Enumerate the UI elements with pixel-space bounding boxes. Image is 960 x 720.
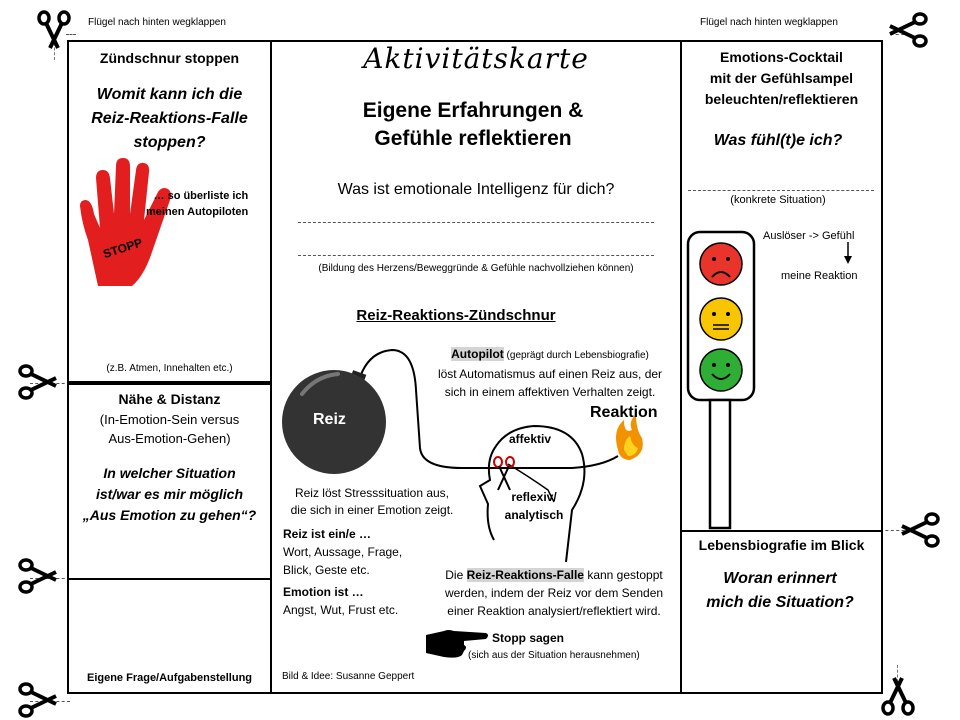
panel-question: Was fühl(t)e ich? xyxy=(713,132,843,149)
traffic-light-icon xyxy=(686,230,758,530)
autopilot-text: Autopilot (geprägt durch Lebensbiografie) löst Automatismus auf einen Reiz aus, der sich in einem affektiven Verhalten zeigt. xyxy=(437,347,663,399)
panel-example: (z.B. Atmen, Innehalten etc.) xyxy=(106,363,233,374)
panel-question: Womit kann ich die Reiz-Reaktions-Falle stoppen? xyxy=(91,86,248,151)
panel-title: Nähe & Distanz xyxy=(118,391,221,407)
trap-word: Reiz-Reaktions-Falle xyxy=(466,568,584,582)
panel-question: Woran erinnert mich die Situation? xyxy=(706,570,854,611)
arrow-down-icon xyxy=(843,242,853,266)
card-title: Aktivitätskarte xyxy=(363,42,589,75)
reaction-note: meine Reaktion xyxy=(781,270,858,282)
stop-hand-text: STOPP xyxy=(101,235,145,262)
card-heading: Eigene Erfahrungen & Gefühle reflektieren xyxy=(362,99,584,150)
stop-hand-icon xyxy=(76,156,188,288)
stress-text: Reiz löst Stresssituation aus, die sich in einer Emotion zeigt. xyxy=(290,486,454,517)
scissors-icon xyxy=(18,364,58,400)
stop-sub: (sich aus der Situation herausnehmen) xyxy=(468,650,640,661)
reaction-label: Reaktion xyxy=(590,404,658,421)
happy-face-icon xyxy=(700,349,742,391)
reiz-definition: Reiz ist ein/e … Wort, Aussage, Frage, Blick, Geste etc. xyxy=(283,527,403,577)
intelligence-note: (Bildung des Herzens/Beweggründe & Gefühle nachvollziehen können) xyxy=(318,263,634,274)
panel-question: In welcher Situation ist/war es mir möglich „Aus Emotion zu gehen“? xyxy=(82,465,257,523)
panel-title: Zündschnur stoppen xyxy=(99,50,240,66)
answer-line xyxy=(298,222,654,223)
bomb-label: Reiz xyxy=(313,411,346,428)
cut-scissors-icon xyxy=(494,457,514,490)
fuse-title: Reiz-Reaktions-Zündschnur xyxy=(356,307,556,324)
sad-face-icon xyxy=(700,243,742,285)
fold-label-left: Flügel nach hinten wegklappen xyxy=(88,17,226,28)
emotion-definition: Emotion ist … Angst, Wut, Frust etc. xyxy=(283,585,399,617)
answer-line xyxy=(688,190,874,191)
situation-label: (konkrete Situation) xyxy=(730,194,826,206)
affective-label: affektiv xyxy=(509,432,552,446)
panel-subtitle: (In-Emotion-Sein versus Aus-Emotion-Gehen) xyxy=(99,412,240,446)
credit: Bild & Idee: Susanne Geppert xyxy=(282,671,415,682)
fold-label-right: Flügel nach hinten wegklappen xyxy=(700,17,838,28)
panel-title: Emotions-Cocktail mit der Gefühlsampel beleuchten/reflektieren xyxy=(704,49,859,107)
scissors-icon xyxy=(18,558,58,594)
autopilot-word: Autopilot xyxy=(451,347,504,361)
panel-title: Lebensbiografie im Blick xyxy=(698,537,865,553)
reflexive-label: reflexiv/ analytisch xyxy=(504,490,564,522)
scissors-icon xyxy=(880,676,916,716)
hand-caption: … so überliste ich meinen Autopiloten xyxy=(146,190,249,218)
scissors-icon xyxy=(900,512,940,548)
panel-label: Eigene Frage/Aufgabenstellung xyxy=(86,672,253,684)
scissors-icon xyxy=(888,12,928,48)
trigger-label: Auslöser -> Gefühl xyxy=(763,230,855,242)
scissors-icon xyxy=(18,682,58,718)
stop-label: Stopp sagen xyxy=(492,631,565,645)
answer-line xyxy=(298,255,654,256)
intelligence-question: Was ist emotionale Intelligenz für dich? xyxy=(337,181,615,198)
neutral-face-icon xyxy=(700,298,742,340)
trap-text: Die Reiz-Reaktions-Falle kann gestoppt werden, indem der Reiz vor dem Senden einer Reaktion analysiert/reflektiert wird. xyxy=(444,568,664,618)
